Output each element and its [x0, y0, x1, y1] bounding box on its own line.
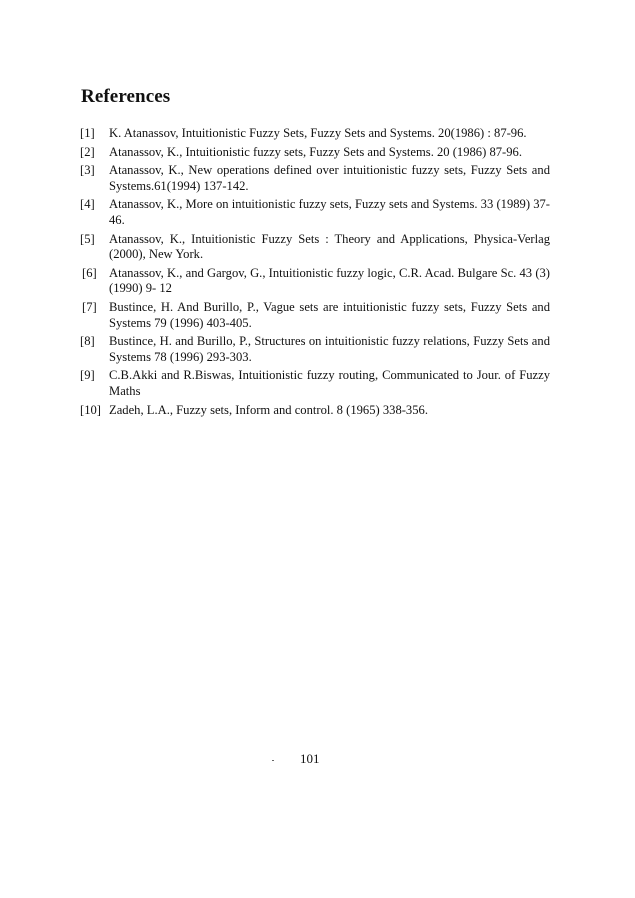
reference-item	[80, 368, 550, 399]
reference-item	[80, 266, 550, 297]
reference-text: K. Atanassov, Intuitionistic Fuzzy Sets, Fuzzy Sets and Systems. 20(1986) : 87-96.	[109, 126, 527, 140]
reference-text: Atanassov, K., and Gargov, G., Intuitionistic fuzzy logic, C.R. Acad. Bulgare Sc. 43 (3) (1990) 9- 12	[109, 265, 550, 296]
section-heading: References	[81, 86, 171, 107]
reference-number: [10]	[80, 402, 101, 417]
reference-number: [6]	[82, 265, 97, 280]
reference-number: [8]	[80, 334, 95, 349]
reference-text: Bustince, H. And Burillo, P., Vague sets are intuitionistic fuzzy sets, Fuzzy Sets and Systems 79 (1996) 403-405.	[109, 299, 550, 330]
reference-item	[80, 126, 550, 142]
reference-number: [7]	[82, 299, 97, 314]
reference-number: [4]	[80, 197, 95, 212]
scan-speck	[272, 760, 274, 761]
reference-item	[80, 163, 550, 194]
reference-number: [9]	[80, 368, 95, 383]
reference-item	[80, 300, 550, 331]
reference-text: Atanassov, K., More on intuitionistic fuzzy sets, Fuzzy sets and Systems. 33 (1989) 37-46.	[109, 197, 550, 227]
reference-text: Atanassov, K., Intuitionistic Fuzzy Sets : Theory and Applications, Physica-Verlag (2000), New York.	[109, 231, 550, 262]
reference-number: [5]	[80, 231, 95, 246]
reference-item	[80, 403, 550, 419]
reference-item	[80, 232, 550, 263]
reference-text: Atanassov, K., New operations defined over intuitionistic fuzzy sets, Fuzzy Sets and Systems.61(1994) 137-142.	[109, 163, 550, 193]
reference-number: [2]	[80, 144, 95, 159]
reference-text: Zadeh, L.A., Fuzzy sets, Inform and control. 8 (1965) 338-356.	[109, 402, 428, 417]
reference-list	[80, 126, 550, 421]
reference-number: [3]	[80, 163, 95, 178]
reference-text: Atanassov, K., Intuitionistic fuzzy sets, Fuzzy Sets and Systems. 20 (1986) 87-96.	[109, 144, 522, 159]
page-number: 101	[300, 751, 320, 766]
reference-item	[80, 197, 550, 228]
reference-number: [1]	[80, 126, 95, 140]
reference-item	[80, 334, 550, 365]
reference-text: C.B.Akki and R.Biswas, Intuitionistic fuzzy routing, Communicated to Jour. of Fuzzy Maths	[109, 368, 550, 398]
reference-item	[80, 145, 550, 161]
reference-text: Bustince, H. and Burillo, P., Structures on intuitionistic fuzzy relations, Fuzzy Sets and Systems 78 (1996) 293-303.	[109, 334, 550, 364]
